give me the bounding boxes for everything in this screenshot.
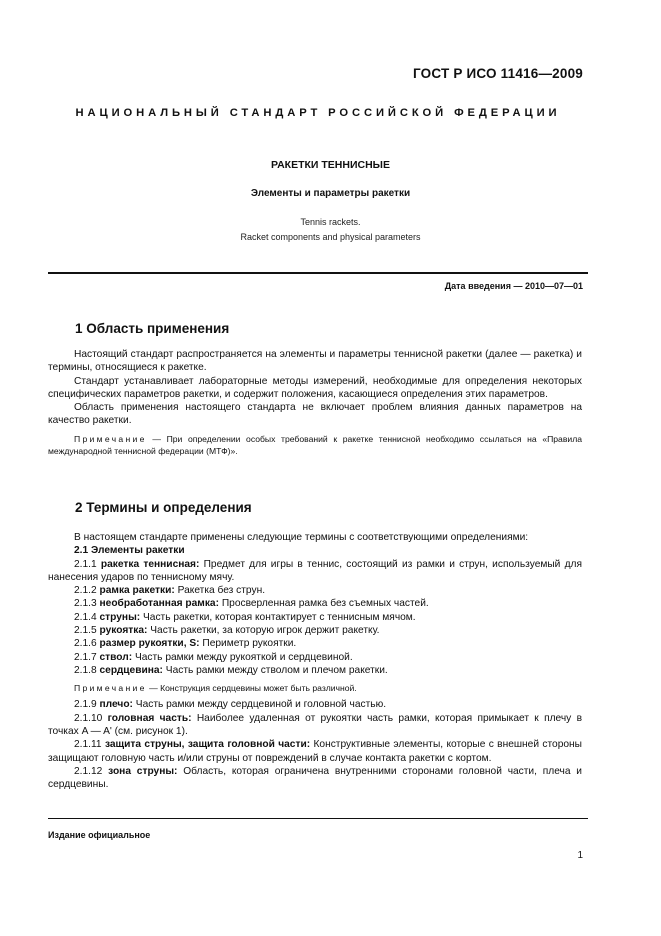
term-number: 2.1.9 <box>74 699 97 711</box>
term-definition: Наиболее удаленная от рукоятки часть рамки, которая примыкает к плечу в точках A — A' (см. рисунок 1). <box>48 712 582 738</box>
national-standard-banner: НАЦИОНАЛЬНЫЙ СТАНДАРТ РОССИЙСКОЙ ФЕДЕРАЦИИ <box>75 107 561 119</box>
term-definition: Часть рамки между стволом и плечом ракетки. <box>162 664 388 676</box>
term-definition: Предмет для игры в теннис, состоящий из рамки и струн, используемый для нанесения ударов по теннисному мячу. <box>48 558 582 583</box>
title-main: РАКЕТКИ ТЕННИСНЫЕ <box>271 159 390 171</box>
section-2-body <box>48 531 582 792</box>
paragraph: Стандарт устанавливает лабораторные методы измерений, необходимые для определения некоторых специфических параметров ракетки, и содержит положения, касающиеся определения этих параметров. <box>48 375 582 400</box>
term-entry <box>48 558 582 585</box>
paragraph: В настоящем стандарте применены следующие термины с соответствующими определениями: <box>74 532 529 543</box>
page-number: 1 <box>577 850 583 861</box>
note-text: — Конструкция сердцевины может быть различной. <box>146 683 357 694</box>
paragraph: Настоящий стандарт распространяется на элементы и параметры теннисной ракетки (далее — ракетка) и термины, относящиеся к ракетке. <box>48 349 582 374</box>
term-definition: Область, которая ограничена внутренними сторонами головной части, плеча и сердцевины. <box>48 765 582 791</box>
term-number: 2.1.11 <box>74 739 102 751</box>
section-2-heading: 2 Термины и определения <box>75 500 252 515</box>
term-name: зона струны: <box>108 765 178 777</box>
term-number: 2.1.1 <box>74 558 97 570</box>
note <box>48 433 582 457</box>
term-number: 2.1.3 <box>74 598 97 610</box>
term-entry <box>48 584 582 597</box>
term-number: 2.1.7 <box>74 651 97 663</box>
introduction-date: Дата введения — 2010—07—01 <box>444 281 583 291</box>
term-entry <box>48 651 582 664</box>
term-number: 2.1.8 <box>74 664 97 676</box>
term-name: рукоятка: <box>99 625 148 637</box>
title-english-line2: Racket components and physical parameters <box>240 231 421 242</box>
section-1-body <box>48 348 582 457</box>
term-name: необработанная рамка: <box>99 598 219 610</box>
term-number: 2.1.6 <box>74 638 97 650</box>
edition-label: Издание официальное <box>48 830 151 840</box>
title-english <box>0 215 661 244</box>
term-name: рамка ракетки: <box>99 585 175 597</box>
title-english-line1: Tennis rackets. <box>300 217 361 227</box>
term-definition: Часть рамки между сердцевиной и головной частью. <box>132 699 387 711</box>
term-name: струны: <box>99 611 141 623</box>
term-entry <box>48 597 582 610</box>
term-definition: Часть ракетки, которая контактирует с теннисным мячом. <box>140 611 416 623</box>
term-definition: Часть рамки между рукояткой и сердцевиной. <box>132 651 353 663</box>
term-entry <box>48 664 582 677</box>
term-entry <box>48 765 582 792</box>
term-definition: Конструктивные элементы, которые с внешней стороны защищают головную часть и/или струны от повреждений в случае контакта ракетки с кортом. <box>48 739 582 764</box>
section-1-heading: 1 Область применения <box>75 321 230 336</box>
note-label: Примечание <box>74 433 147 444</box>
term-entry <box>48 611 582 624</box>
header-divider <box>48 272 588 274</box>
term-name: размер рукоятки, S: <box>99 638 200 650</box>
term-number: 2.1.12 <box>74 765 103 777</box>
term-number: 2.1.2 <box>74 585 97 597</box>
note <box>48 682 582 694</box>
term-entry <box>48 624 582 637</box>
term-name: ствол: <box>99 651 133 663</box>
term-entry <box>48 637 582 650</box>
term-definition: Часть ракетки, за которую игрок держит ракетку. <box>147 625 380 637</box>
term-name: головная часть: <box>107 712 192 724</box>
title-sub: Элементы и параметры ракетки <box>250 188 411 199</box>
term-number: 2.1.4 <box>74 611 97 623</box>
term-name: ракетка теннисная: <box>100 558 200 570</box>
term-name: плечо: <box>99 699 133 711</box>
note-label: Примечание <box>74 683 147 694</box>
term-definition: Периметр рукоятки. <box>199 638 297 650</box>
document-code: ГОСТ Р ИСО 11416—2009 <box>412 66 583 81</box>
term-number: 2.1.10 <box>74 712 103 724</box>
footer-divider <box>48 818 588 819</box>
term-name: защита струны, защита головной части: <box>104 739 311 751</box>
term-entry <box>48 712 582 739</box>
term-entry <box>48 698 582 711</box>
term-number: 2.1.5 <box>74 625 97 637</box>
subsection-heading: 2.1 Элементы ракетки <box>74 545 185 557</box>
term-definition: Ракетка без струн. <box>174 585 266 597</box>
term-entry <box>48 738 582 765</box>
term-definition: Просверленная рамка без съемных частей. <box>219 598 429 610</box>
term-name: сердцевина: <box>99 664 163 676</box>
note-text: — При определении особых требований к ракетке теннисной необходимо ссылаться на «Правила международной теннисной федерации (МТФ)». <box>48 433 582 456</box>
paragraph: Область применения настоящего стандарта не включает проблем влияния данных параметров на качество ракетки. <box>48 402 582 427</box>
